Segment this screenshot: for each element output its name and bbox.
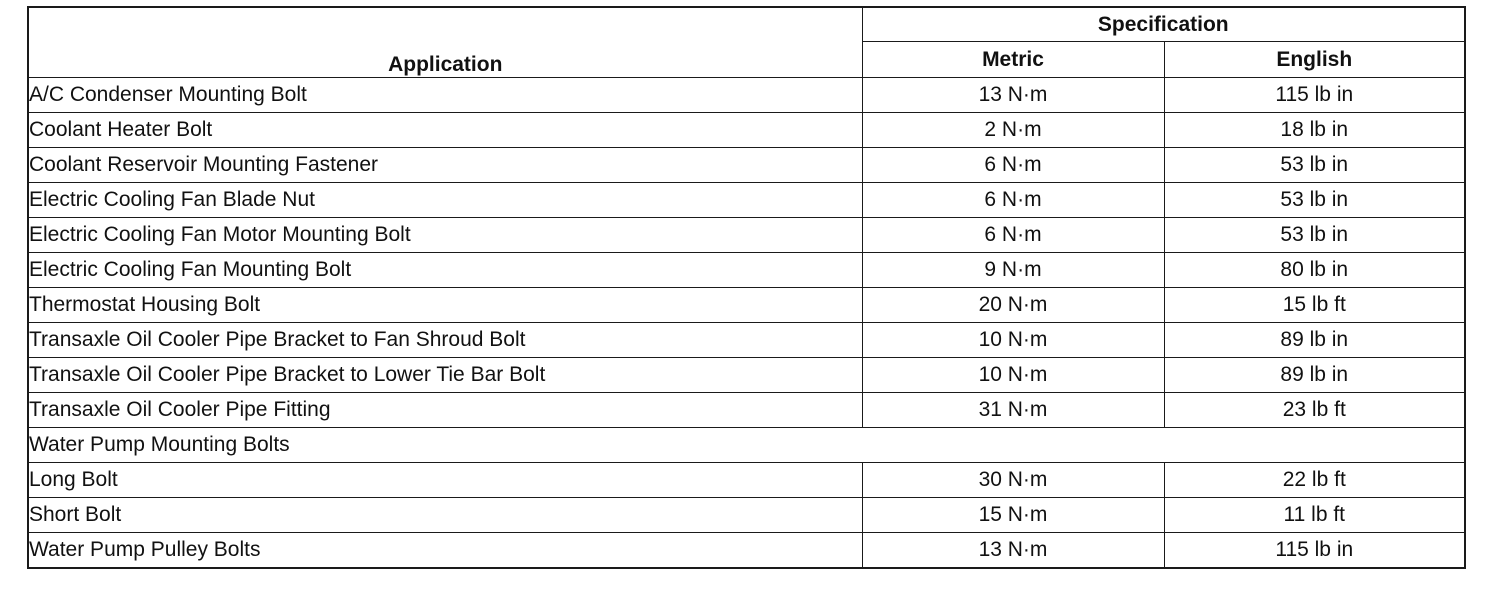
table-row (28, 463, 1465, 498)
application-cell: Electric Cooling Fan Mounting Bolt (28, 253, 862, 288)
english-value-cell: 80 lb in (1164, 253, 1465, 288)
metric-value-cell: 10 N·m (862, 358, 1164, 393)
application-cell: Transaxle Oil Cooler Pipe Bracket to Lower Tie Bar Bolt (28, 358, 862, 393)
metric-value-cell: 30 N·m (862, 463, 1164, 498)
english-value-cell: 89 lb in (1164, 323, 1465, 358)
metric-value-cell: 6 N·m (862, 183, 1164, 218)
english-value-cell: 115 lb in (1164, 533, 1465, 569)
table-row (28, 393, 1465, 428)
english-value-cell: 89 lb in (1164, 358, 1465, 393)
table-body (28, 78, 1465, 569)
application-cell: Transaxle Oil Cooler Pipe Bracket to Fan Shroud Bolt (28, 323, 862, 358)
table-row (28, 218, 1465, 253)
application-cell: Water Pump Pulley Bolts (28, 533, 862, 569)
metric-header: Metric (862, 42, 1164, 78)
application-cell: Thermostat Housing Bolt (28, 288, 862, 323)
english-value-cell: 23 lb ft (1164, 393, 1465, 428)
table-group-row (28, 428, 1465, 463)
application-cell: Short Bolt (28, 498, 862, 533)
table-row (28, 358, 1465, 393)
table-row (28, 113, 1465, 148)
application-group-label: Water Pump Mounting Bolts (28, 428, 1465, 463)
application-cell: A/C Condenser Mounting Bolt (28, 78, 862, 113)
metric-value-cell: 13 N·m (862, 78, 1164, 113)
metric-value-cell: 31 N·m (862, 393, 1164, 428)
application-cell: Long Bolt (28, 463, 862, 498)
table-row (28, 253, 1465, 288)
metric-value-cell: 10 N·m (862, 323, 1164, 358)
application-cell: Transaxle Oil Cooler Pipe Fitting (28, 393, 862, 428)
metric-value-cell: 9 N·m (862, 253, 1164, 288)
english-value-cell: 115 lb in (1164, 78, 1465, 113)
table-row (28, 78, 1465, 113)
metric-value-cell: 20 N·m (862, 288, 1164, 323)
specification-header: Specification (862, 7, 1465, 42)
application-header: Application (28, 7, 862, 78)
english-value-cell: 18 lb in (1164, 113, 1465, 148)
table-row (28, 498, 1465, 533)
english-value-cell: 11 lb ft (1164, 498, 1465, 533)
table-row (28, 183, 1465, 218)
table-row (28, 533, 1465, 569)
table-row (28, 323, 1465, 358)
torque-spec-table (27, 6, 1466, 569)
application-cell: Coolant Reservoir Mounting Fastener (28, 148, 862, 183)
metric-value-cell: 2 N·m (862, 113, 1164, 148)
application-cell: Electric Cooling Fan Motor Mounting Bolt (28, 218, 862, 253)
metric-value-cell: 6 N·m (862, 218, 1164, 253)
metric-value-cell: 6 N·m (862, 148, 1164, 183)
table-row (28, 148, 1465, 183)
application-cell: Electric Cooling Fan Blade Nut (28, 183, 862, 218)
english-value-cell: 15 lb ft (1164, 288, 1465, 323)
english-value-cell: 53 lb in (1164, 148, 1465, 183)
metric-value-cell: 13 N·m (862, 533, 1164, 569)
application-cell: Coolant Heater Bolt (28, 113, 862, 148)
table-header (28, 7, 1465, 78)
english-header: English (1164, 42, 1465, 78)
english-value-cell: 53 lb in (1164, 218, 1465, 253)
english-value-cell: 53 lb in (1164, 183, 1465, 218)
table-row (28, 288, 1465, 323)
english-value-cell: 22 lb ft (1164, 463, 1465, 498)
header-row-top (28, 7, 1465, 42)
metric-value-cell: 15 N·m (862, 498, 1164, 533)
